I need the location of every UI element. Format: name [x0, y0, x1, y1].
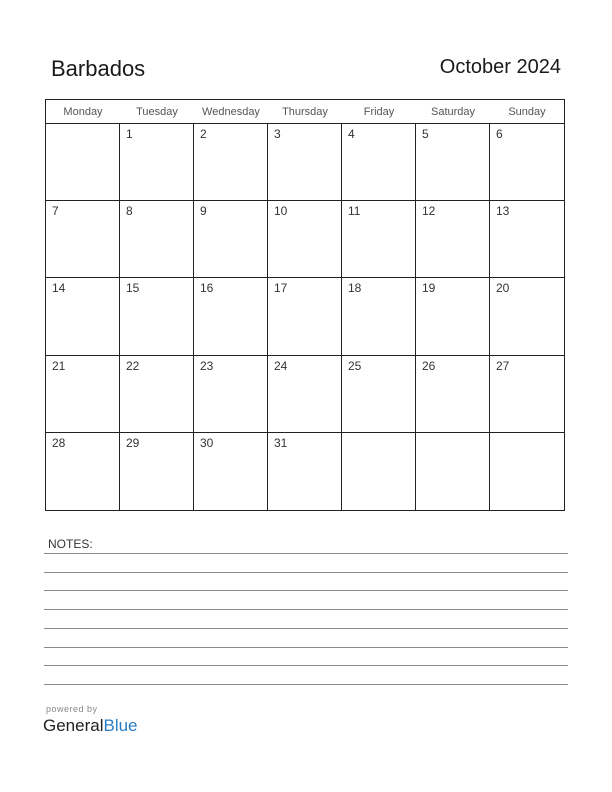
day-cell: 24	[268, 356, 342, 433]
weekday-header: Sunday	[490, 100, 564, 124]
month-title: October 2024	[439, 56, 561, 78]
day-cell: 30	[194, 433, 268, 510]
day-cell: 3	[268, 124, 342, 201]
day-cell: 19	[416, 278, 490, 355]
day-cell: 9	[194, 201, 268, 278]
day-cell: 15	[120, 278, 194, 355]
brand-general: General	[43, 716, 104, 735]
day-cell	[490, 433, 564, 510]
calendar-grid	[45, 99, 565, 511]
day-cell: 25	[342, 356, 416, 433]
generalblue-logo	[43, 716, 138, 736]
notes-line	[44, 553, 568, 554]
day-cell: 14	[46, 278, 120, 355]
day-cell	[416, 433, 490, 510]
day-cell: 4	[342, 124, 416, 201]
day-cell: 5	[416, 124, 490, 201]
day-cell	[342, 433, 416, 510]
weekday-header: Friday	[342, 100, 416, 124]
day-cell: 18	[342, 278, 416, 355]
notes-line	[44, 665, 568, 666]
day-cell: 17	[268, 278, 342, 355]
day-cell: 16	[194, 278, 268, 355]
day-cell: 8	[120, 201, 194, 278]
day-cell: 21	[46, 356, 120, 433]
weekday-header: Monday	[46, 100, 120, 124]
day-cell: 29	[120, 433, 194, 510]
day-cell: 10	[268, 201, 342, 278]
brand-blue: Blue	[103, 716, 138, 735]
powered-by-text: powered by	[46, 704, 98, 714]
day-cell: 22	[120, 356, 194, 433]
day-cell: 13	[490, 201, 564, 278]
weekday-header: Saturday	[416, 100, 490, 124]
day-cell: 1	[120, 124, 194, 201]
day-cell: 27	[490, 356, 564, 433]
weekday-header: Thursday	[268, 100, 342, 124]
notes-line	[44, 684, 568, 685]
notes-line	[44, 609, 568, 610]
day-cell: 20	[490, 278, 564, 355]
day-cell: 2	[194, 124, 268, 201]
day-cell: 31	[268, 433, 342, 510]
day-cell: 23	[194, 356, 268, 433]
notes-line	[44, 590, 568, 591]
day-cell: 6	[490, 124, 564, 201]
notes-line	[44, 647, 568, 648]
weekday-header: Wednesday	[194, 100, 268, 124]
notes-label: NOTES:	[48, 537, 93, 551]
day-cell: 26	[416, 356, 490, 433]
day-cell: 28	[46, 433, 120, 510]
weekday-header: Tuesday	[120, 100, 194, 124]
notes-line	[44, 628, 568, 629]
day-cell: 11	[342, 201, 416, 278]
day-cell: 7	[46, 201, 120, 278]
day-cell	[46, 124, 120, 201]
country-title: Barbados	[51, 56, 146, 81]
day-cell: 12	[416, 201, 490, 278]
notes-line	[44, 572, 568, 573]
